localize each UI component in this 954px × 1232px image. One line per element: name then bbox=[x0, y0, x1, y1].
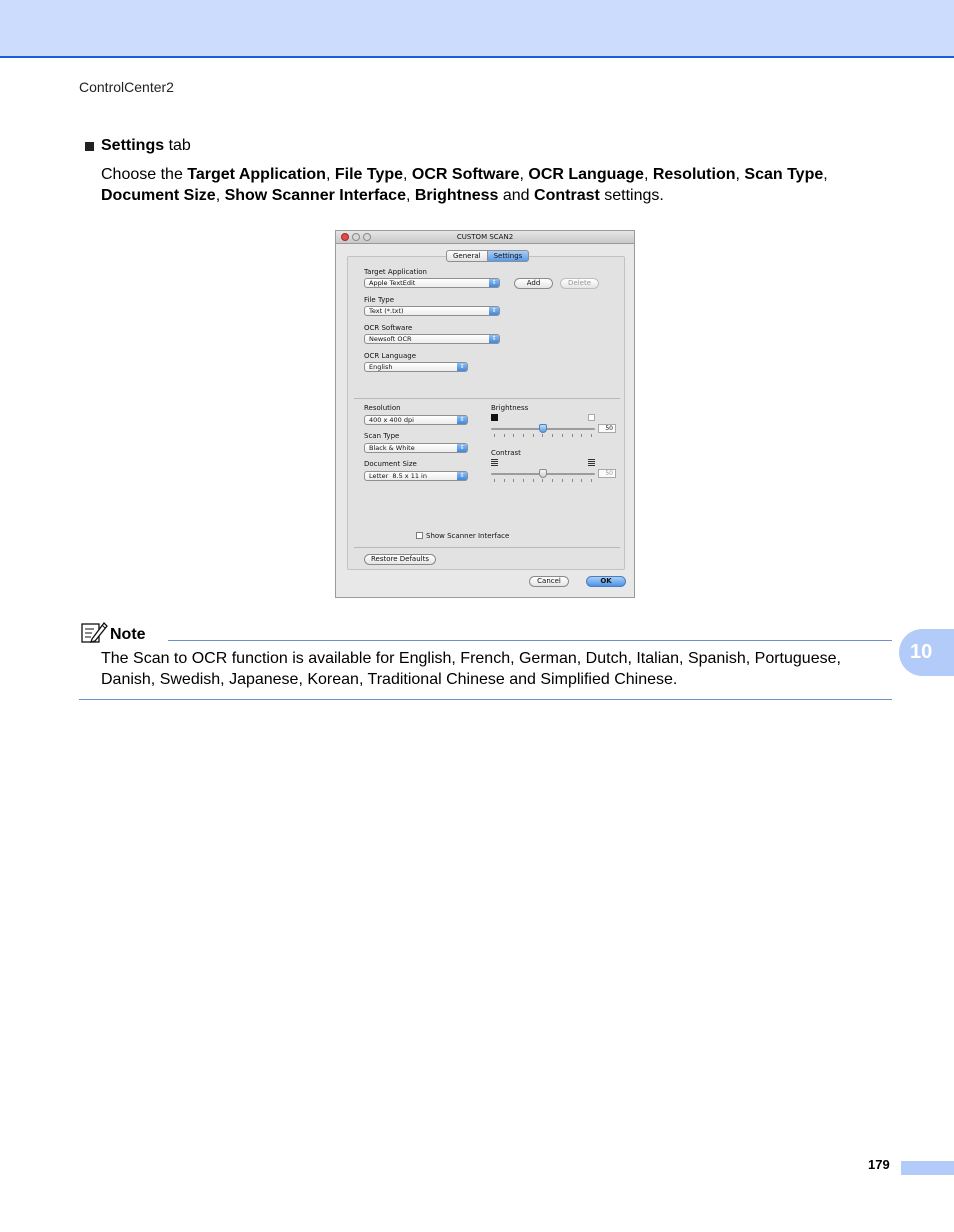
scan-type-value: Black & White bbox=[369, 444, 415, 452]
intro-text: , bbox=[403, 166, 412, 183]
resolution-value: 400 x 400 dpi bbox=[369, 416, 414, 424]
intro-text: , bbox=[643, 166, 653, 183]
divider bbox=[354, 547, 620, 548]
intro-term: OCR Software bbox=[411, 166, 520, 183]
intro-term: File Type bbox=[334, 166, 404, 183]
file-type-select[interactable] bbox=[364, 306, 500, 316]
light-square-icon bbox=[588, 414, 595, 421]
intro-text: , bbox=[519, 166, 529, 183]
ocr-software-label: OCR Software bbox=[364, 324, 413, 332]
tab-general[interactable]: General bbox=[446, 250, 488, 262]
target-application-value: Apple TextEdit bbox=[369, 279, 416, 287]
cancel-button[interactable]: Cancel bbox=[529, 576, 569, 587]
delete-button[interactable]: Delete bbox=[560, 278, 599, 289]
intro-text: Choose the bbox=[101, 166, 188, 183]
popup-arrows-icon: ⇕ bbox=[457, 416, 467, 424]
note-pencil-icon bbox=[80, 620, 108, 644]
ocr-language-value: English bbox=[369, 363, 393, 371]
resolution-label: Resolution bbox=[364, 404, 401, 412]
resolution-select[interactable] bbox=[364, 415, 468, 425]
popup-arrows-icon: ⇕ bbox=[489, 279, 499, 287]
intro-text: , bbox=[735, 166, 745, 183]
ocr-language-label: OCR Language bbox=[364, 352, 417, 360]
ocr-language-select[interactable] bbox=[364, 362, 468, 372]
tab-settings[interactable]: Settings bbox=[488, 250, 530, 262]
running-head: ControlCenter2 bbox=[79, 79, 174, 95]
contrast-label: Contrast bbox=[491, 449, 521, 457]
divider bbox=[354, 398, 620, 399]
intro-term: Document Size bbox=[101, 187, 216, 204]
dialog-title: CUSTOM SCAN2 bbox=[456, 233, 514, 241]
bullet-square-icon bbox=[85, 142, 94, 151]
popup-arrows-icon: ⇕ bbox=[457, 472, 467, 480]
popup-arrows-icon: ⇕ bbox=[457, 444, 467, 452]
file-type-label: File Type bbox=[364, 296, 395, 304]
dark-square-icon bbox=[491, 414, 498, 421]
settings-pane bbox=[347, 256, 625, 570]
brightness-ticks bbox=[494, 434, 592, 437]
intro-text: settings. bbox=[599, 187, 664, 204]
intro-text: , bbox=[405, 187, 415, 204]
bullet-bold-text: Settings bbox=[101, 137, 165, 154]
intro-term: Resolution bbox=[652, 166, 736, 183]
restore-defaults-button[interactable]: Restore Defaults bbox=[364, 554, 436, 565]
scan-type-label: Scan Type bbox=[364, 432, 400, 440]
document-size-value: Letter 8.5 x 11 in bbox=[369, 472, 427, 480]
brightness-slider-knob[interactable] bbox=[539, 424, 547, 433]
intro-text: and bbox=[498, 187, 535, 204]
intro-term: Scan Type bbox=[744, 166, 824, 183]
dialog-titlebar bbox=[336, 231, 634, 244]
note-label: Note bbox=[110, 626, 146, 643]
scan-type-select[interactable] bbox=[364, 443, 468, 453]
ok-button[interactable]: OK bbox=[586, 576, 626, 587]
intro-term: Brightness bbox=[414, 187, 499, 204]
target-application-label: Target Application bbox=[364, 268, 427, 276]
contrast-value[interactable]: 50 bbox=[598, 469, 616, 478]
dialog-tabs bbox=[446, 250, 529, 262]
popup-arrows-icon: ⇕ bbox=[457, 363, 467, 371]
header-band bbox=[0, 0, 954, 58]
contrast-ticks bbox=[494, 479, 592, 482]
intro-term: Show Scanner Interface bbox=[224, 187, 406, 204]
intro-text: , bbox=[325, 166, 335, 183]
ocr-software-select[interactable] bbox=[364, 334, 500, 344]
note-bottom-rule bbox=[79, 699, 892, 700]
intro-term: Contrast bbox=[534, 187, 600, 204]
high-contrast-icon bbox=[588, 459, 595, 467]
brightness-value[interactable]: 50 bbox=[598, 424, 616, 433]
page-number-bar bbox=[901, 1161, 954, 1175]
intro-term: OCR Language bbox=[528, 166, 644, 183]
popup-arrows-icon: ⇕ bbox=[489, 335, 499, 343]
add-button[interactable]: Add bbox=[514, 278, 553, 289]
file-type-value: Text (*.txt) bbox=[369, 307, 404, 315]
page-number: 179 bbox=[868, 1157, 890, 1172]
chapter-tab: 10 bbox=[899, 629, 954, 676]
show-scanner-interface-checkbox[interactable] bbox=[416, 532, 423, 539]
brightness-label: Brightness bbox=[491, 404, 529, 412]
intro-text: , bbox=[215, 187, 225, 204]
contrast-slider-knob[interactable] bbox=[539, 469, 547, 478]
low-contrast-icon bbox=[491, 459, 498, 467]
intro-term: Target Application bbox=[187, 166, 326, 183]
document-size-select[interactable] bbox=[364, 471, 468, 481]
intro-text: , bbox=[823, 166, 833, 183]
intro-paragraph bbox=[101, 164, 901, 206]
target-application-select[interactable] bbox=[364, 278, 500, 288]
ocr-software-value: Newsoft OCR bbox=[369, 335, 412, 343]
custom-scan-dialog bbox=[335, 230, 635, 598]
bullet-rest-text: tab bbox=[164, 137, 191, 154]
section-bullet bbox=[85, 137, 191, 155]
note-text: The Scan to OCR function is available for English, French, German, Dutch, Italian, Spanish, Portuguese, Danish, Swedish, Japanese, Korean, Traditional Chinese and Simplified Chinese. bbox=[101, 650, 841, 688]
note-top-rule bbox=[168, 640, 892, 641]
popup-arrows-icon: ⇕ bbox=[489, 307, 499, 315]
show-scanner-interface-label: Show Scanner Interface bbox=[426, 532, 510, 540]
document-size-label: Document Size bbox=[364, 460, 417, 468]
